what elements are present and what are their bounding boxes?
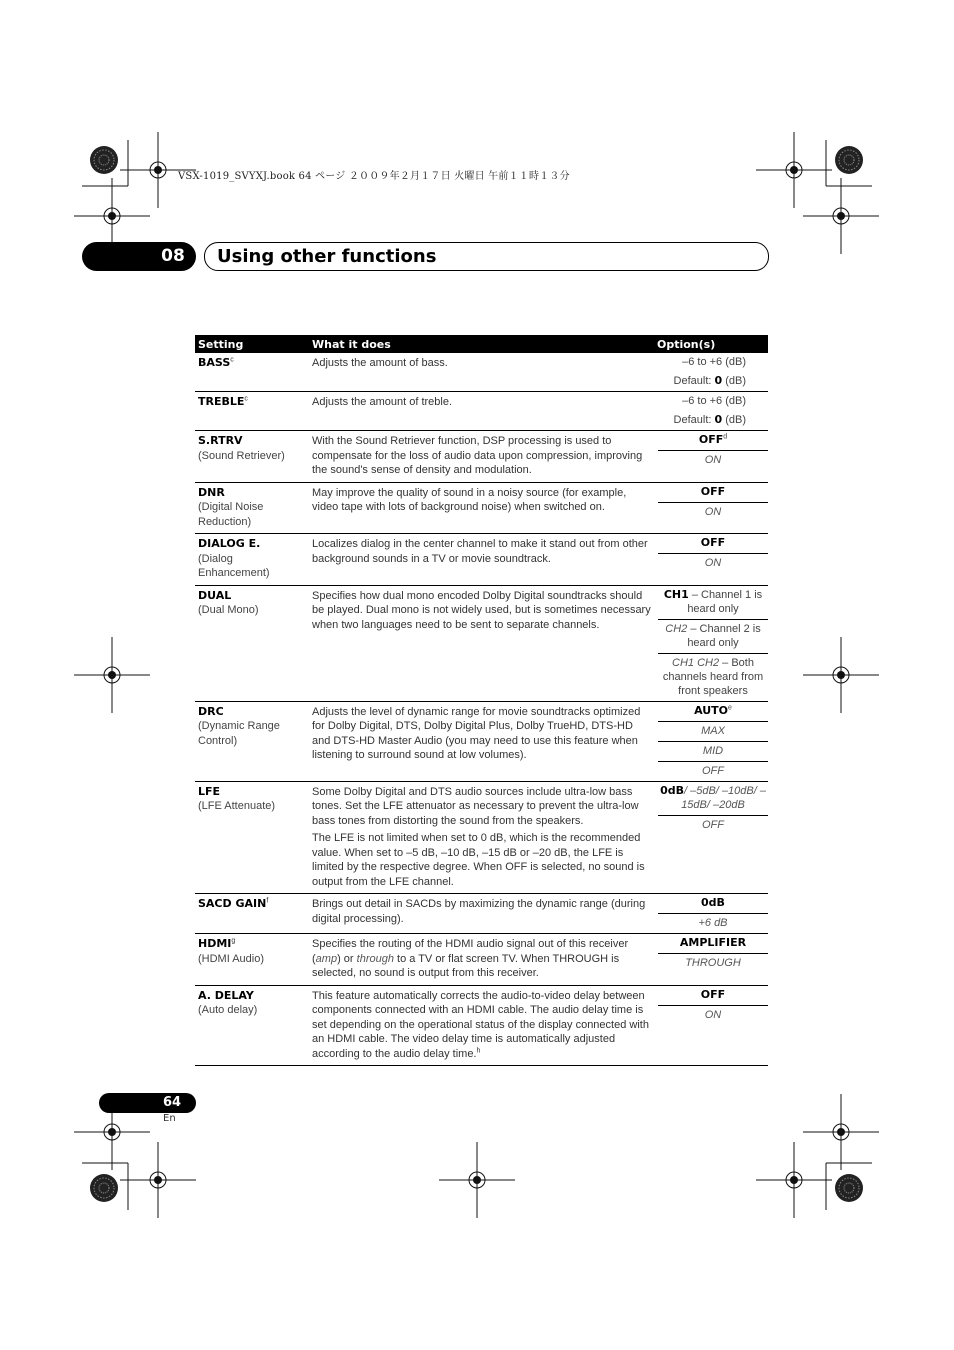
option-default — [654, 372, 768, 391]
description-text: Adjusts the level of dynamic range for movie soundtracks optimized for Dolby Digital, DTS, Dolby Digital Plus, Dolby TrueHD, DTS-HD and DTS-HD Master Audio (you may need to use this feature when listening to surround sound at low volumes). — [312, 705, 641, 761]
setting-cell — [195, 934, 309, 986]
option-value: OFF — [702, 818, 724, 831]
description-text: Adjusts the amount of bass. — [312, 357, 448, 369]
options-cell — [654, 985, 768, 1066]
default-label: Default: — [673, 375, 715, 387]
description-text — [312, 937, 651, 981]
setting-cell — [195, 482, 309, 534]
description-cell — [309, 392, 654, 431]
description-fragment: ) or — [337, 952, 357, 965]
setting-cell — [195, 431, 309, 483]
option-default-value: OFF — [658, 483, 768, 503]
options-cell — [654, 431, 768, 483]
setting-subtitle: (HDMI Audio) — [198, 952, 265, 965]
setting-name: S.RTRV — [198, 434, 243, 447]
description-fragment: to a TV or flat screen TV. When THROUGH is selected, no sound is output from this receiver. — [312, 952, 620, 979]
footnote-ref: f — [266, 897, 269, 905]
option-value: +6 dB — [698, 917, 728, 929]
options-cell — [654, 934, 768, 986]
option-alternatives: / –5dB/ –10dB/ –15dB/ –20dB — [681, 784, 766, 811]
description-cell — [309, 353, 654, 392]
setting-subtitle: (Dynamic Range Control) — [198, 720, 280, 747]
option-value: CH2 — [665, 622, 688, 635]
footnote-ref: c — [230, 356, 234, 364]
column-header-setting: Setting — [195, 335, 309, 353]
column-header-options: Option(s) — [654, 335, 768, 353]
default-label: Default: — [673, 414, 715, 426]
option-value: MID — [658, 742, 768, 762]
option-value: OFF — [702, 764, 724, 777]
footnote-ref: h — [476, 1046, 481, 1054]
option-value: AUTO — [694, 703, 729, 717]
default-unit: (dB) — [722, 375, 746, 387]
option-value: CH1 CH2 — [672, 656, 720, 669]
setting-cell — [195, 781, 309, 894]
option-value: THROUGH — [685, 957, 741, 969]
description-text — [312, 989, 651, 1062]
options-cell — [654, 894, 768, 934]
description-fragment: Specifies the routing of the HDMI audio signal out of this receiver ( — [312, 938, 629, 965]
setting-subtitle: (Sound Retriever) — [198, 449, 285, 462]
setting-name: DUAL — [198, 588, 232, 602]
setting-cell — [195, 534, 309, 586]
setting-name: A. DELAY — [198, 988, 254, 1002]
option-value: ON — [704, 1008, 722, 1021]
option-default-value: AMPLIFIER — [658, 934, 768, 954]
description-cell — [309, 985, 654, 1066]
table-row — [195, 482, 768, 534]
description-emphasis: amp — [315, 952, 338, 965]
options-cell — [654, 353, 768, 392]
description-cell — [309, 934, 654, 986]
description-text: With the Sound Retriever function, DSP processing is used to compensate for the loss of audio data upon compression, improving the sound's sense of density and modulation. — [312, 435, 643, 476]
option-range: –6 to +6 (dB) — [682, 395, 746, 407]
description-emphasis: through — [356, 952, 394, 965]
page-number: 64 — [162, 1095, 182, 1110]
table-row — [195, 392, 768, 431]
chapter-title: Using other functions — [217, 246, 437, 267]
setting-name: TREBLE — [198, 395, 245, 408]
table-row — [195, 585, 768, 701]
option-default-value — [658, 702, 768, 722]
setting-subtitle: (Dual Mono) — [198, 604, 259, 616]
table-row — [195, 894, 768, 934]
option-value — [658, 620, 768, 654]
option-value — [658, 654, 768, 701]
description-text: Localizes dialog in the center channel to make it stand out from other background sounds in a TV or movie soundtrack. — [312, 538, 648, 565]
table-row — [195, 934, 768, 986]
settings-table — [195, 335, 768, 1066]
description-text: Adjusts the amount of treble. — [312, 396, 453, 408]
default-unit: (dB) — [722, 414, 746, 426]
description-cell — [309, 585, 654, 701]
description-text: Specifies how dual mono encoded Dolby Digital soundtracks should be played. Dual mono is not widely used, but is sometimes necessary when two languages need to be sent to separate channels. — [312, 589, 651, 631]
option-default-value — [658, 431, 768, 451]
page-language: En — [163, 1113, 176, 1124]
option-default — [654, 411, 768, 430]
table-row — [195, 431, 768, 483]
description-cell — [309, 781, 654, 894]
setting-subtitle: (Digital Noise Reduction) — [198, 501, 264, 528]
options-cell — [654, 392, 768, 431]
option-value: ON — [704, 454, 722, 466]
options-cell — [654, 585, 768, 701]
description-cell — [309, 701, 654, 781]
description-text: Some Dolby Digital and DTS audio sources include ultra-low bass tones. Set the LFE attenuator as necessary to prevent the ultra-low bass tones from distorting the sound from the speakers. — [312, 785, 639, 827]
chapter-number: 08 — [161, 246, 185, 266]
options-cell — [654, 781, 768, 894]
setting-subtitle: (LFE Attenuate) — [198, 800, 276, 812]
option-note: – Channel 2 is heard only — [687, 622, 761, 649]
option-default-value: OFF — [658, 986, 768, 1006]
setting-cell — [195, 353, 309, 392]
description-cell — [309, 894, 654, 934]
option-value: 0dB — [660, 783, 684, 797]
description-cell — [309, 534, 654, 586]
description-text: Brings out detail in SACDs by maximizing the dynamic range (during digital processing). — [312, 898, 646, 925]
setting-name: BASS — [198, 356, 231, 369]
description-text: The LFE is not limited when set to 0 dB, which is the recommended value. When set to –5 dB, –10 dB, –15 dB or –20 dB, the LFE is limited by the respective degree. When OFF is selected, no sound is output from the LFE channel. — [312, 832, 645, 888]
column-header-what-it-does: What it does — [309, 335, 654, 353]
setting-cell — [195, 392, 309, 431]
option-note: – Both channels heard from front speakers — [662, 656, 764, 697]
setting-subtitle: (Dialog Enhancement) — [198, 552, 270, 579]
setting-name: SACD GAIN — [198, 897, 267, 910]
table-header-row — [195, 335, 768, 353]
footnote-ref: e — [728, 703, 732, 711]
option-value: OFF — [698, 433, 724, 446]
option-default-value — [658, 586, 768, 620]
description-cell — [309, 482, 654, 534]
setting-subtitle: (Auto delay) — [198, 1004, 258, 1016]
option-default-value: 0dB — [658, 894, 768, 914]
description-fragment: This feature automatically corrects the audio-to-video delay between components connected with an HDMI cable. The audio delay time is set depending on the operational status of the display connected with an HDMI cable. The video delay time is automatically adjusted according to the audio delay time. — [312, 989, 649, 1060]
setting-name: LFE — [198, 784, 221, 798]
options-cell — [654, 701, 768, 781]
table-row — [195, 701, 768, 781]
setting-cell — [195, 585, 309, 701]
setting-cell — [195, 985, 309, 1066]
footnote-ref: g — [231, 937, 236, 945]
setting-cell — [195, 894, 309, 934]
option-value: MAX — [658, 722, 768, 742]
option-value: ON — [704, 505, 722, 518]
description-cell — [309, 431, 654, 483]
option-value: ON — [704, 557, 722, 569]
setting-name: HDMI — [198, 937, 232, 950]
option-default-value — [658, 782, 768, 816]
printer-slug-line: VSX-1019_SVYXJ.book 64 ページ ２００９年２月１７日 火曜日 午前１１時１３分 — [178, 171, 570, 182]
setting-name: DRC — [198, 704, 224, 718]
options-cell — [654, 534, 768, 586]
footnote-ref: c — [244, 395, 248, 403]
option-note: – Channel 1 is heard only — [687, 588, 763, 615]
setting-name: DIALOG E. — [198, 537, 261, 550]
options-cell — [654, 482, 768, 534]
table-row — [195, 353, 768, 392]
table-row — [195, 781, 768, 894]
default-value: 0 — [714, 413, 723, 426]
option-range: –6 to +6 (dB) — [682, 356, 746, 368]
setting-name: DNR — [198, 485, 225, 499]
setting-cell — [195, 701, 309, 781]
default-value: 0 — [714, 374, 723, 387]
footnote-ref: d — [723, 433, 728, 441]
option-default-value: OFF — [658, 534, 768, 554]
option-value: CH1 — [663, 587, 689, 601]
description-text: May improve the quality of sound in a noisy source (for example, video tape with lots of background noise) when switched on. — [312, 486, 627, 513]
table-row — [195, 985, 768, 1066]
table-row — [195, 534, 768, 586]
